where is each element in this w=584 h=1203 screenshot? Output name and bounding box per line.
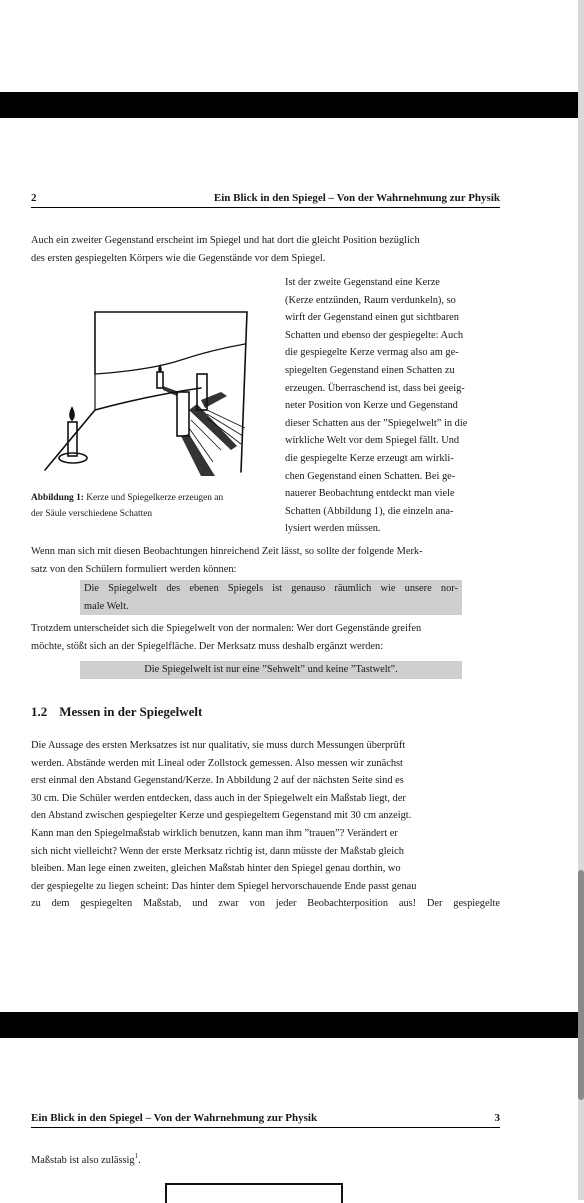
page-3-first-line [31, 1152, 500, 1170]
page-3-header [31, 1112, 500, 1128]
footnote-mark[interactable]: 1 [134, 1152, 139, 1160]
text-line: wirft der Gegenstand einen gut sichtbaren [285, 312, 459, 324]
text-line: chen Gegenstand einen Schatten. Bei ge- [285, 470, 456, 482]
page-number: 3 [494, 1112, 500, 1124]
text-line: Schatten und ebenso der gespiegelte: Auch [285, 329, 464, 341]
text-line: erst einmal den Abstand Gegenstand/Kerze. In Abbildung 2 auf der nächsten Seite sind es [31, 775, 404, 787]
right-column-text [285, 274, 500, 538]
section-paragraph [31, 737, 500, 913]
section-heading [31, 704, 500, 720]
figure-2-frame [165, 1183, 343, 1203]
figure-1-drawing [31, 300, 271, 478]
text-line: satz von den Schülern formuliert werden können: [31, 563, 237, 575]
caption-text: der Säule verschiedene Schatten [31, 508, 153, 519]
text-line: lysiert werden müssen. [285, 523, 381, 535]
text-line: dieser Schatten aus der ”Spiegelwelt” in die [285, 417, 468, 429]
merksatz-2-box [31, 661, 500, 679]
text-line: Ist der zweite Gegenstand eine Kerze [285, 277, 440, 288]
caption-label: Abbildung 1: [31, 493, 84, 503]
merksatz-intro-paragraph [31, 543, 500, 578]
text-line: . [138, 1155, 141, 1166]
page-2-header [31, 192, 500, 208]
text-line: nauerer Beobachtung entdeckt man viele [285, 488, 455, 500]
text-line: Kann man den Spiegelmaßstab wirklich benutzen, kann man ihm ”trauen”? Verändert er [31, 827, 398, 839]
page-separator-top [0, 92, 578, 118]
text-line: sich nicht vielleicht? Wenn der erste Merksatz richtig ist, dann müsste der Maßstab gleich [31, 845, 404, 857]
text-line: Maßstab ist also zulässig [31, 1155, 135, 1166]
text-line: erzeugen. Überraschend ist, dass bei geeig- [285, 382, 465, 394]
text-line: zu dem gespiegelten Maßstab, und zwar von jeder Beobachterposition aus! Der gespiegelte [31, 898, 500, 910]
text-line: Die Aussage des ersten Merksatzes ist nur qualitativ, sie muss durch Messungen überprüft [31, 740, 406, 751]
text-line: Die Spiegelwelt ist nur eine ”Sehwelt” und keine ”Tastwelt”. [80, 661, 462, 679]
text-line: bleiben. Man lege einen zweiten, gleichen Maßstab hinter den Spiegel genau dorthin, wo [31, 863, 401, 875]
trotzdem-paragraph [31, 620, 500, 655]
text-line: Trotzdem unterscheidet sich die Spiegelwelt von der normalen: Wer dort Gegenstände greifen [31, 623, 422, 634]
candle-mirror-sketch [31, 300, 271, 478]
section-title: Messen in der Spiegelwelt [59, 704, 203, 719]
text-line: male Welt. [84, 600, 129, 612]
text-line: Die Spiegelwelt des ebenen Spiegels ist genauso räumlich wie unsere nor- [84, 583, 458, 594]
text-line: spiegelten Gegenstand einen Schatten zu [285, 364, 455, 376]
text-line: Wenn man sich mit diesen Beobachtungen hinreichend Zeit lässt, so sollte der folgende Merk- [31, 546, 423, 557]
text-line: Auch ein zweiter Gegenstand erscheint im Spiegel und hat dort die gleicht Position bezüglich [31, 235, 420, 246]
text-line: 30 cm. Die Schüler werden entdecken, dass auch in der Spiegelwelt ein Maßstab liegt, der [31, 792, 406, 804]
merksatz-1-box [31, 580, 500, 615]
caption-text: Kerze und Spiegelkerze erzeugen an [83, 493, 224, 503]
section-number: 1.2 [31, 704, 48, 719]
text-line: Schatten (Abbildung 1), die einzeln ana- [285, 505, 454, 517]
text-line: die gespiegelte Kerze vermag also am ge- [285, 347, 459, 359]
text-line: (Kerze entzünden, Raum verdunkeln), so [285, 294, 456, 306]
scrollbar-thumb[interactable] [578, 870, 584, 1100]
page-number: 2 [31, 192, 37, 204]
text-line: neter Position von Kerze und Gegenstand [285, 400, 458, 412]
text-line: möchte, stößt sich an der Spiegelfläche. Der Merksatz muss deshalb ergänzt werden: [31, 640, 384, 652]
text-line: der gespiegelte zu liegen scheint: Das hinter dem Spiegel hervorschauende Ende passt genau [31, 880, 417, 892]
intro-paragraph [31, 232, 500, 267]
page-separator-bottom [0, 1012, 578, 1038]
text-line: werden. Abstände werden mit Lineal oder Zollstock gemessen. Also messen wir zunächst [31, 757, 403, 769]
figure-1-caption [31, 491, 277, 522]
running-title: Ein Blick in den Spiegel – Von der Wahrnehmung zur Physik [213, 192, 500, 204]
text-line: des ersten gespiegelten Körpers wie die Gegenstände vor dem Spiegel. [31, 252, 326, 264]
text-line: wirkliche Welt vor dem Spiegel fällt. Und [285, 435, 460, 447]
text-line: die gespiegelte Kerze erzeugt am wirkli- [285, 452, 454, 464]
running-title: Ein Blick in den Spiegel – Von der Wahrnehmung zur Physik [31, 1112, 318, 1124]
text-line: den Abstand zwischen gespiegelter Kerze und gespiegeltem Gegenstand mit 30 cm anzeigt. [31, 810, 412, 822]
